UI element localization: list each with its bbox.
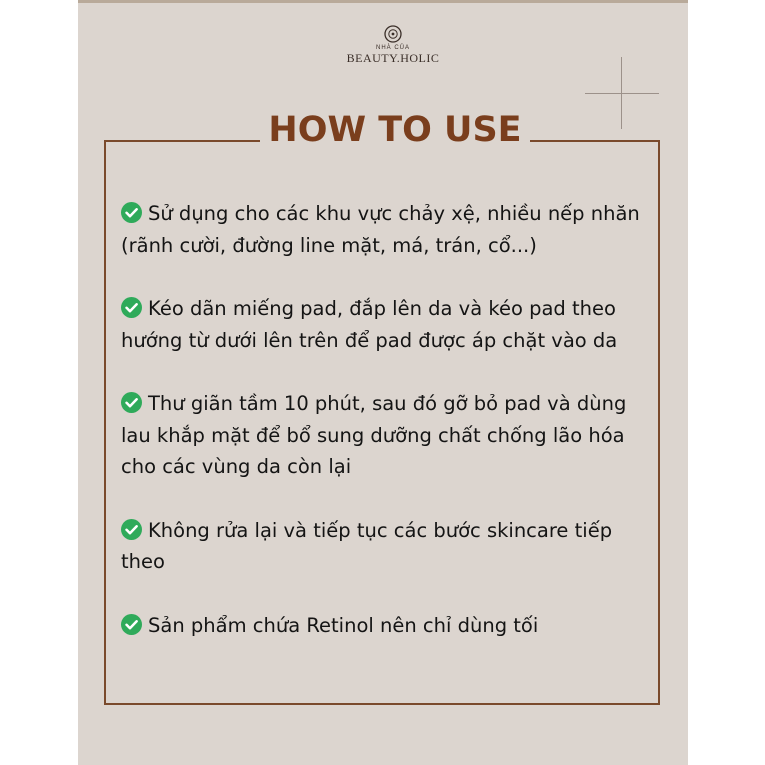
check-circle-icon: [121, 202, 142, 223]
list-item: [121, 198, 656, 261]
brand-logo: [338, 24, 448, 66]
list-item: [121, 610, 656, 642]
logo-small-text: NHÀ CỦA: [375, 45, 410, 51]
item-text: Sản phẩm chứa Retinol nên chỉ dùng tối: [148, 613, 539, 637]
item-text: Kéo dãn miếng pad, đắp lên da và kéo pad theo hướng từ dưới lên trên để pad được áp chặt vào da: [121, 297, 618, 352]
frame-top-left-line: [104, 140, 260, 142]
item-text: Thư giãn tầm 10 phút, sau đó gỡ bỏ pad và dùng lau khắp mặt để bổ sung dưỡng chất chống lão hóa cho các vùng da còn lại: [121, 392, 627, 478]
logo-brand-text: BEAUTY.HOLIC: [346, 51, 440, 65]
check-circle-icon: [121, 519, 142, 540]
item-text: Sử dụng cho các khu vực chảy xệ, nhiều nếp nhăn (rãnh cười, đường line mặt, má, trán, cổ...): [121, 202, 640, 257]
list-item: [121, 515, 656, 578]
frame-top-right-line: [530, 140, 660, 142]
check-circle-icon: [121, 297, 142, 318]
list-item: [121, 293, 656, 356]
instruction-list: [121, 198, 656, 673]
top-strip: [78, 0, 688, 3]
decorative-cross-horizontal: [585, 93, 659, 94]
check-circle-icon: [121, 392, 142, 413]
item-text: Không rửa lại và tiếp tục các bước skincare tiếp theo: [121, 518, 613, 573]
logo-mark-icon: [383, 24, 403, 44]
check-circle-icon: [121, 614, 142, 635]
list-item: [121, 388, 656, 483]
page-title: HOW TO USE: [268, 110, 522, 150]
poster-canvas: [78, 0, 688, 765]
